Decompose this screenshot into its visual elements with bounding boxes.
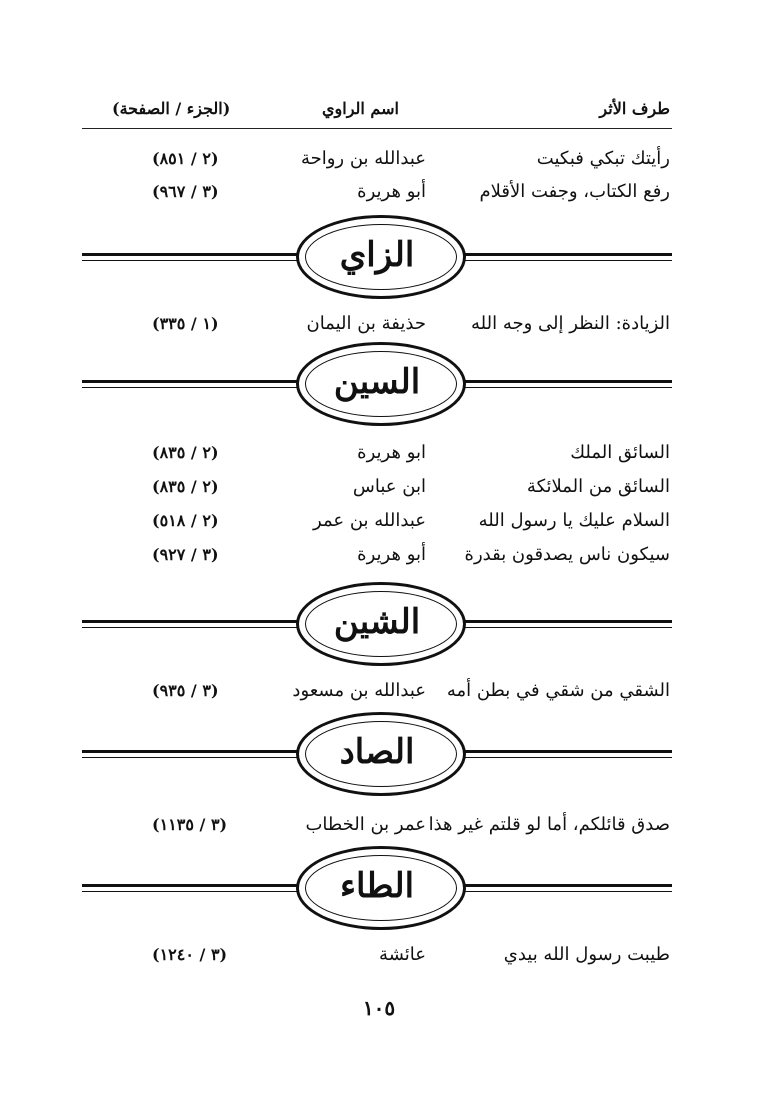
narrator-name: أبو هريرة: [357, 181, 426, 202]
header-divider: [82, 128, 672, 129]
letter-heading-ta: [82, 846, 672, 932]
index-row: [82, 146, 672, 176]
letter-heading-title: الزاي: [339, 235, 415, 275]
narrator-name: عمر بن الخطاب: [305, 814, 426, 835]
volume-page-ref: (٣ / ١٢٤٠): [152, 945, 228, 964]
narrator-name: عبدالله بن عمر: [313, 510, 426, 531]
narrator-name: عبدالله بن رواحة: [300, 148, 426, 169]
volume-page-ref: (٣ / ١١٣٥): [152, 815, 228, 834]
index-row: [82, 508, 672, 538]
index-row: [82, 812, 672, 842]
narrator-name: حذيفة بن اليمان: [306, 313, 426, 334]
hadith-text: السلام عليك يا رسول الله: [478, 510, 670, 531]
narrator-name: عائشة: [379, 944, 426, 965]
letter-heading-zay: [82, 215, 672, 301]
volume-page-ref: (٣ / ٩٣٥): [152, 681, 219, 700]
letter-heading-title: السين: [333, 362, 421, 402]
index-row: [82, 311, 672, 341]
narrator-name: ابن عباس: [352, 476, 426, 497]
hadith-text: رفع الكتاب، وجفت الأقلام: [479, 181, 670, 202]
index-row: [82, 179, 672, 209]
index-row: [82, 678, 672, 708]
hadith-text: سيكون ناس يصدقون بقدرة: [464, 544, 670, 565]
letter-heading-title: الطاء: [339, 866, 415, 906]
narrator-name: أبو هريرة: [357, 544, 426, 565]
index-row: [82, 474, 672, 504]
hadith-text: السائق من الملائكة: [526, 476, 670, 497]
hadith-text: طيبت رسول الله بيدي: [503, 944, 670, 965]
volume-page-ref: (٢ / ٥١٨): [152, 511, 219, 530]
letter-heading-sad: [82, 712, 672, 798]
column-header-hadith: طرف الأثر: [599, 99, 670, 118]
letter-heading-seen: [82, 342, 672, 428]
narrator-name: ابو هريرة: [357, 442, 426, 463]
volume-page-ref: (٣ / ٩٢٧): [152, 545, 219, 564]
column-header-narrator: اسم الراوي: [322, 99, 399, 118]
volume-page-ref: (٣ / ٩٦٧): [152, 182, 219, 201]
index-row: [82, 942, 672, 972]
hadith-text: السائق الملك: [570, 442, 670, 463]
letter-heading-sheen: [82, 582, 672, 668]
page-number: ١٠٥: [362, 996, 396, 1020]
volume-page-ref: (٢ / ٨٥١): [152, 149, 219, 168]
hadith-text: الزيادة: النظر إلى وجه الله: [471, 313, 670, 334]
narrator-name: عبدالله بن مسعود: [292, 680, 426, 701]
letter-heading-title: الشين: [333, 602, 421, 642]
column-header-reference: (الجزء / الصفحة): [112, 99, 231, 118]
volume-page-ref: (١ / ٣٣٥): [152, 314, 219, 333]
hadith-text: رأيتك تبكي فبكيت: [536, 148, 670, 169]
index-row: [82, 542, 672, 572]
volume-page-ref: (٢ / ٨٣٥): [152, 477, 219, 496]
letter-heading-title: الصاد: [339, 732, 415, 772]
index-row: [82, 440, 672, 470]
hadith-text: صدق قائلكم، أما لو قلتم غير هذا: [428, 814, 670, 835]
hadith-text: الشقي من شقي في بطن أمه: [446, 680, 670, 701]
volume-page-ref: (٢ / ٨٣٥): [152, 443, 219, 462]
